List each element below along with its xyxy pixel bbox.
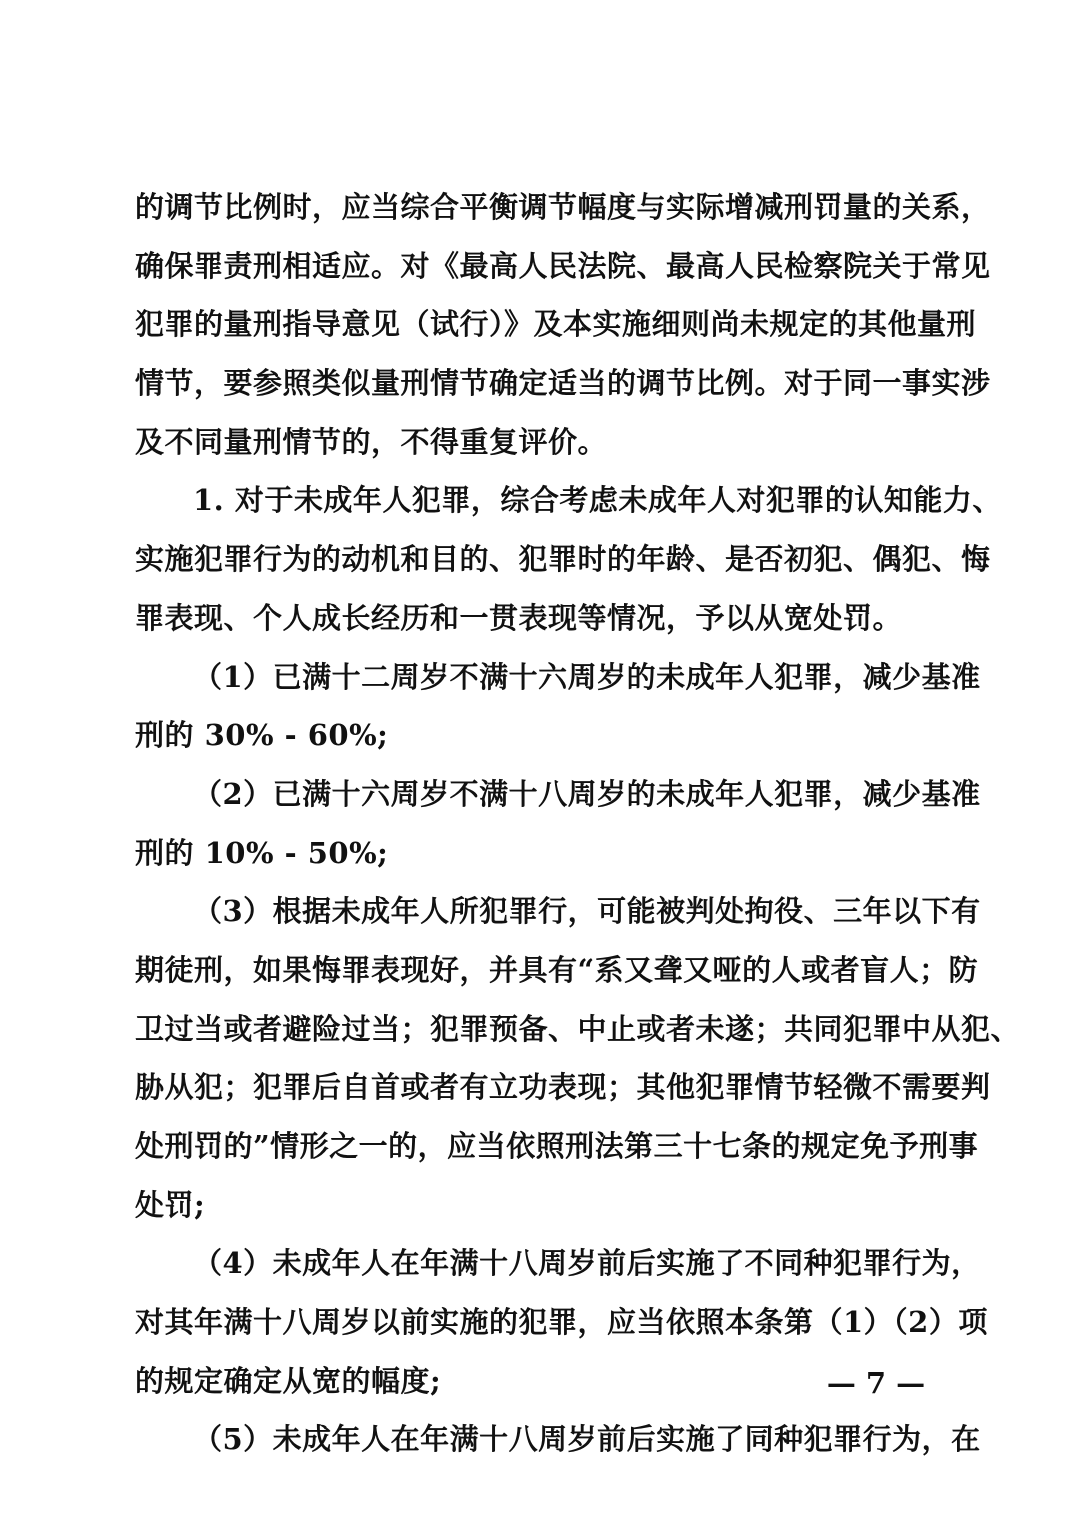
text-line: 胁从犯；犯罪后自首或者有立功表现；其他犯罪情节轻微不需要判 xyxy=(135,1070,991,1105)
text-line: 处刑罚的”情形之一的，应当依照刑法第三十七条的规定免予刑事 xyxy=(135,1129,979,1163)
text-line: 犯罪的量刑指导意见（试行）》及本实施细则尚未规定的其他量刑 xyxy=(135,307,977,342)
clause-5-start: （5）未成年人在年满十八周岁前后实施了同种犯罪行为，在 xyxy=(193,1422,981,1457)
body-text xyxy=(135,178,1021,1469)
clause-4-start: （4）未成年人在年满十八周岁前后实施了不同种犯罪行为， xyxy=(193,1246,981,1281)
clause-2-start: （2）已满十六周岁不满十八周岁的未成年人犯罪，减少基准 xyxy=(193,776,981,811)
text-line: 的调节比例时，应当综合平衡调节幅度与实际增减刑罚量的关系， xyxy=(135,190,991,224)
clause-3-start: （3）根据未成年人所犯罪行，可能被判处拘役、三年以下有 xyxy=(193,894,981,929)
text-line: 刑的 10% - 50%; xyxy=(135,835,389,870)
page-number: — 7 — xyxy=(826,1366,926,1400)
text-line: 卫过当或者避险过当；犯罪预备、中止或者未遂；共同犯罪中从犯、 xyxy=(135,1011,1021,1046)
paragraph-item-1-start: 1. 对于未成年人犯罪，综合考虑未成年人对犯罪的认知能力、 xyxy=(193,483,1002,518)
text-line: 及不同量刑情节的，不得重复评价。 xyxy=(135,424,608,459)
clause-1-start: （1）已满十二周岁不满十六周岁的未成年人犯罪，减少基准 xyxy=(193,659,981,694)
text-line: 对其年满十八周岁以前实施的犯罪，应当依照本条第（1）（2）项 xyxy=(135,1305,988,1340)
text-line: 罪表现、个人成长经历和一贯表现等情况，予以从宽处罚。 xyxy=(135,600,903,635)
text-line: 刑的 30% - 60%; xyxy=(135,718,389,753)
text-line: 的规定确定从宽的幅度; xyxy=(135,1363,442,1398)
text-line: 确保罪责刑相适应。对《最高人民法院、最高人民检察院关于常见 xyxy=(135,248,991,283)
text-line: 实施犯罪行为的动机和目的、犯罪时的年龄、是否初犯、偶犯、悔 xyxy=(135,542,991,577)
text-line: 期徒刑，如果悔罪表现好，并具有“系又聋又哑的人或者盲人；防 xyxy=(135,952,979,987)
text-line: 情节，要参照类似量刑情节确定适当的调节比例。对于同一事实涉 xyxy=(135,366,991,401)
text-line: 处罚; xyxy=(135,1187,206,1222)
